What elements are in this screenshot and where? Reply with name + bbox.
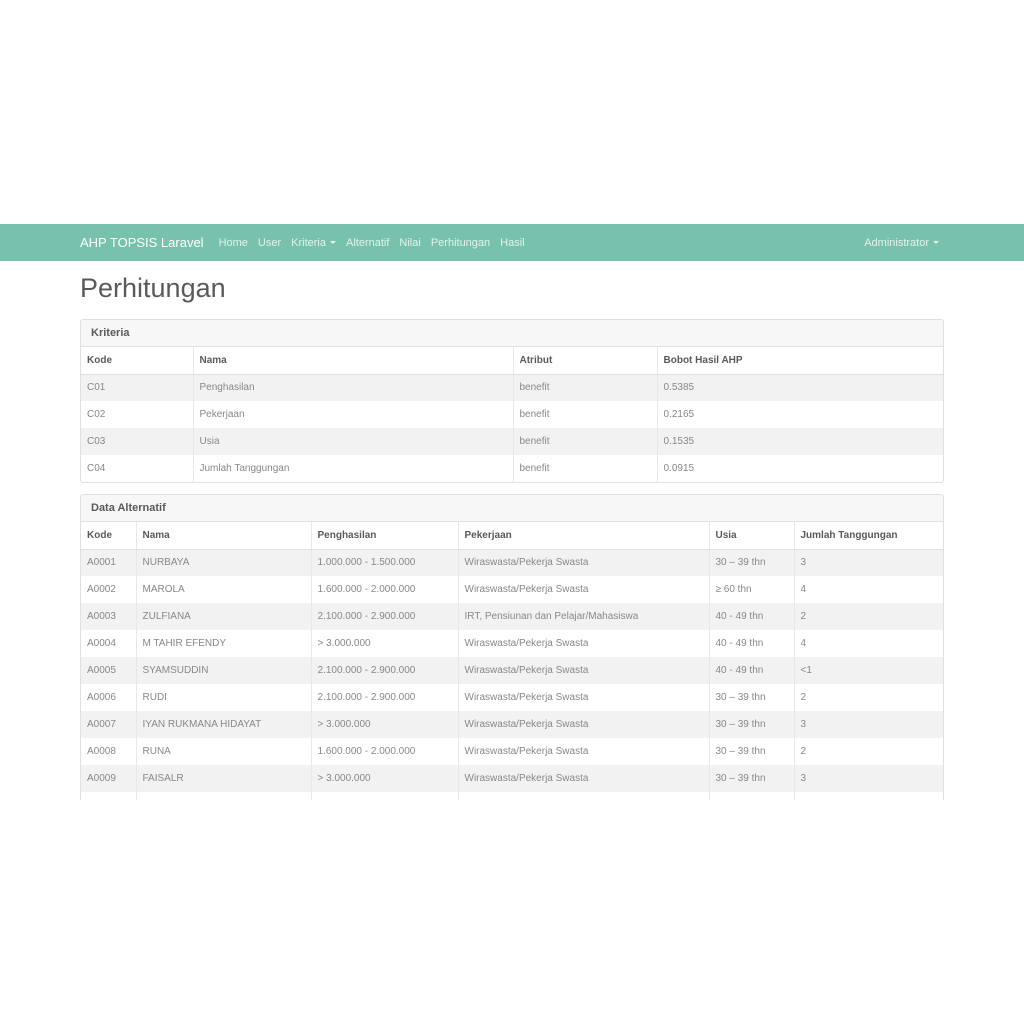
table-cell: 30 – 39 thn <box>709 549 794 576</box>
table-cell: 1.600.000 - 2.000.000 <box>311 576 458 603</box>
table-cell: Wiraswasta/Pekerja Swasta <box>458 576 709 603</box>
table-cell: C01 <box>87 382 106 394</box>
table-cell: benefit <box>513 374 657 401</box>
table-cell <box>458 792 709 800</box>
table-cell: NURBAYA <box>136 549 311 576</box>
table-cell: 0.0915 <box>657 455 943 482</box>
table-cell: benefit <box>513 401 657 428</box>
table-cell: RUDI <box>136 684 311 711</box>
page-title: Perhitungan <box>80 273 226 303</box>
column-header: Usia <box>709 522 794 549</box>
column-header: Penghasilan <box>311 522 458 549</box>
nav-home[interactable]: Home <box>218 236 248 249</box>
table-cell: 40 - 49 thn <box>709 657 794 684</box>
table-cell: A0008 <box>87 746 116 757</box>
navbar <box>0 224 1024 261</box>
table-cell: Pekerjaan <box>193 401 513 428</box>
table-row <box>81 549 943 576</box>
table-cell: 4 <box>794 576 943 603</box>
table-cell: C04 <box>87 463 106 474</box>
table-cell: 30 – 39 thn <box>709 684 794 711</box>
table-cell: 1.000.000 - 1.500.000 <box>311 549 458 576</box>
table-cell: Wiraswasta/Pekerja Swasta <box>458 765 709 792</box>
table-cell <box>709 792 794 800</box>
nav-links <box>214 237 944 249</box>
table-cell <box>311 792 458 800</box>
nav-hasil[interactable]: Hasil <box>500 236 525 249</box>
table-cell: 40 - 49 thn <box>709 630 794 657</box>
table-cell: Wiraswasta/Pekerja Swasta <box>458 711 709 738</box>
table-row <box>81 401 943 428</box>
table-cell: > 3.000.000 <box>311 711 458 738</box>
user-menu-label: Administrator <box>864 236 929 249</box>
table-cell: A0006 <box>87 692 116 703</box>
column-header: Kode <box>81 347 193 374</box>
alternatif-header-row <box>81 522 943 549</box>
table-cell: 0.1535 <box>657 428 943 455</box>
table-cell: 3 <box>794 549 943 576</box>
kriteria-header-row <box>81 347 943 374</box>
table-cell: 0.2165 <box>657 401 943 428</box>
column-header: Atribut <box>513 347 657 374</box>
alternatif-table <box>81 522 943 800</box>
table-cell: Penghasilan <box>193 374 513 401</box>
table-cell: Jumlah Tanggungan <box>193 455 513 482</box>
kriteria-table <box>81 347 943 482</box>
table-cell: A0001 <box>87 557 116 569</box>
table-cell: Wiraswasta/Pekerja Swasta <box>458 549 709 576</box>
table-cell: > 3.000.000 <box>311 630 458 657</box>
column-header: Bobot Hasil AHP <box>657 347 943 374</box>
table-row <box>81 765 943 792</box>
table-row <box>81 603 943 630</box>
table-row <box>81 576 943 603</box>
table-cell: 2 <box>794 738 943 765</box>
kriteria-card <box>80 319 944 483</box>
table-row <box>81 455 943 482</box>
table-cell: ≥ 60 thn <box>709 576 794 603</box>
table-cell: > 3.000.000 <box>311 765 458 792</box>
table-cell <box>81 792 136 800</box>
column-header: Pekerjaan <box>458 522 709 549</box>
table-cell: 3 <box>794 765 943 792</box>
table-cell: A0009 <box>87 773 116 784</box>
nav-alternatif[interactable]: Alternatif <box>346 236 390 249</box>
table-cell: RUNA <box>136 738 311 765</box>
navbar-brand[interactable]: AHP TOPSIS Laravel <box>80 235 204 250</box>
table-cell: C03 <box>87 436 106 447</box>
table-row <box>81 684 943 711</box>
table-cell: 2.100.000 - 2.900.000 <box>311 657 458 684</box>
table-cell: A0007 <box>87 719 116 730</box>
table-cell: ZULFIANA <box>136 603 311 630</box>
table-cell: 1.600.000 - 2.000.000 <box>311 738 458 765</box>
table-cell: 40 - 49 thn <box>709 603 794 630</box>
table-row <box>81 374 943 401</box>
kriteria-card-header: Kriteria <box>81 320 943 347</box>
browser-viewport <box>0 224 1024 800</box>
table-cell: Wiraswasta/Pekerja Swasta <box>458 738 709 765</box>
table-row <box>81 428 943 455</box>
nav-kriteria-dropdown[interactable] <box>286 237 341 249</box>
nav-kriteria-label: Kriteria <box>291 236 326 249</box>
table-cell: FAISALR <box>136 765 311 792</box>
table-cell: SYAMSUDDIN <box>136 657 311 684</box>
table-row <box>81 792 943 800</box>
table-cell: 2.100.000 - 2.900.000 <box>311 684 458 711</box>
table-cell <box>136 792 311 800</box>
table-cell: A0005 <box>87 665 116 676</box>
table-cell: 3 <box>794 711 943 738</box>
table-cell: IYAN RUKMANA HIDAYAT <box>136 711 311 738</box>
table-cell: Usia <box>193 428 513 455</box>
column-header: Nama <box>136 522 311 549</box>
column-header: Nama <box>193 347 513 374</box>
alternatif-card-header: Data Alternatif <box>81 495 943 522</box>
alternatif-card <box>80 494 944 800</box>
user-menu-dropdown[interactable] <box>859 237 944 249</box>
chevron-down-icon <box>330 241 336 244</box>
table-cell: 30 – 39 thn <box>709 765 794 792</box>
table-cell: 2 <box>794 603 943 630</box>
table-cell: 4 <box>794 630 943 657</box>
table-cell: 30 – 39 thn <box>709 738 794 765</box>
table-cell <box>794 792 943 800</box>
column-header: Jumlah Tanggungan <box>794 522 943 549</box>
table-row <box>81 711 943 738</box>
table-cell: 30 – 39 thn <box>709 711 794 738</box>
table-row <box>81 657 943 684</box>
table-cell: Wiraswasta/Pekerja Swasta <box>458 657 709 684</box>
table-cell: Wiraswasta/Pekerja Swasta <box>458 630 709 657</box>
nav-nilai[interactable]: Nilai <box>399 236 421 249</box>
table-cell: Wiraswasta/Pekerja Swasta <box>458 684 709 711</box>
nav-user[interactable]: User <box>257 236 282 249</box>
table-row <box>81 630 943 657</box>
nav-perhitungan[interactable]: Perhitungan <box>430 236 491 249</box>
table-row <box>81 738 943 765</box>
table-cell: MAROLA <box>136 576 311 603</box>
table-cell: 2 <box>794 684 943 711</box>
table-cell: A0004 <box>87 638 116 649</box>
column-header: Kode <box>81 522 136 549</box>
table-cell: A0003 <box>87 611 116 622</box>
table-cell: benefit <box>513 455 657 482</box>
main-content <box>80 271 944 800</box>
table-cell: benefit <box>513 428 657 455</box>
table-cell: 2.100.000 - 2.900.000 <box>311 603 458 630</box>
table-cell: C02 <box>87 409 106 420</box>
table-cell: M TAHIR EFENDY <box>136 630 311 657</box>
chevron-down-icon <box>933 241 939 244</box>
table-cell: 0.5385 <box>657 374 943 401</box>
table-cell: IRT, Pensiunan dan Pelajar/Mahasiswa <box>458 603 709 630</box>
table-cell: A0002 <box>87 584 116 595</box>
table-cell: <1 <box>794 657 943 684</box>
